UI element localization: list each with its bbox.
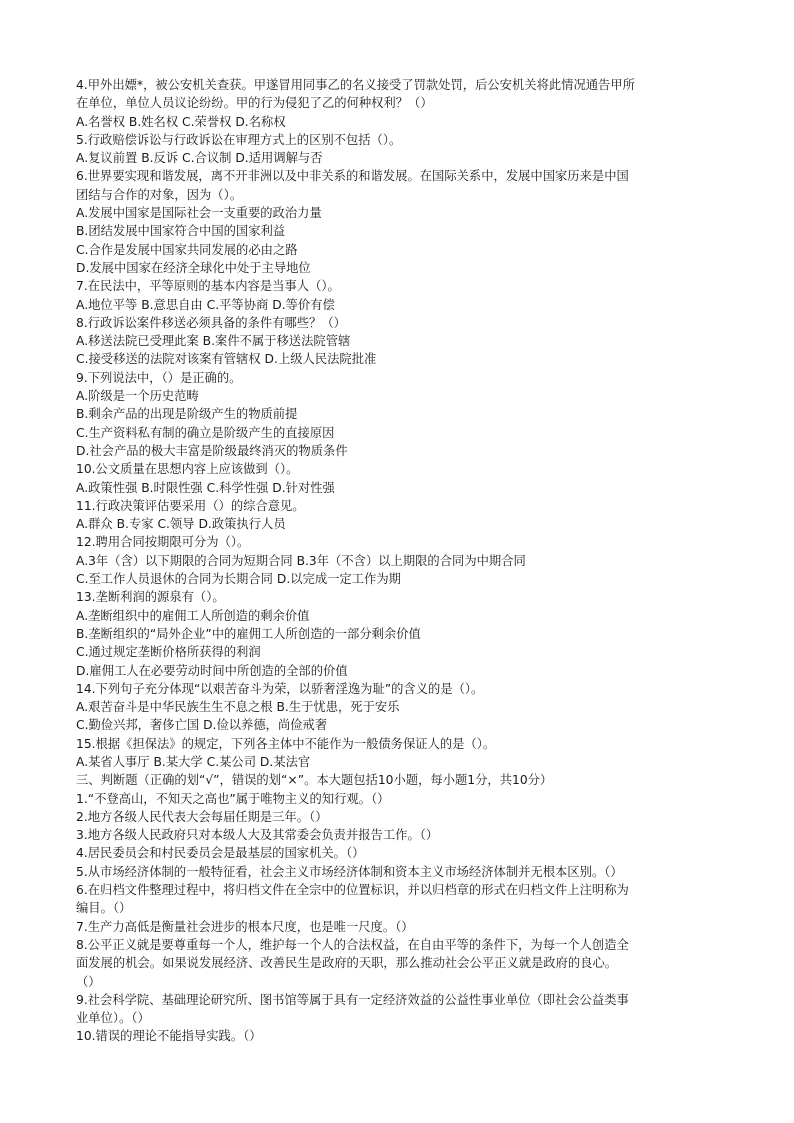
text-line: 2.地方各级人民代表大会每届任期是三年。（） <box>76 809 328 824</box>
text-line: A.地位平等 B.意思自由 C.平等协商 D.等价有偿 <box>76 297 335 312</box>
text-line: B.垄断组织的“局外企业”中的雇佣工人所创造的一部分剩余价值 <box>76 626 421 641</box>
text-line: C.接受移送的法院对该案有管辖权 D.上级人民法院批准 <box>76 352 377 367</box>
text-line: 在单位，单位人员议论纷纷。甲的行为侵犯了乙的何种权利？（） <box>76 96 433 111</box>
text-line: A.名誉权 B.姓名权 C.荣誉权 D.名称权 <box>76 114 286 129</box>
text-line: 1.“不登高山，不知天之高也”属于唯物主义的知行观。（） <box>76 791 390 806</box>
text-line: 6.世界要实现和谐发展，离不开非洲以及中非关系的和谐发展。在国际关系中，发展中国家历来是中国 <box>76 169 629 184</box>
text-line: D.雇佣工人在必要劳动时间中所创造的全部的价值 <box>76 663 348 678</box>
text-line: 8.行政诉讼案件移送必须具备的条件有哪些？（） <box>76 315 346 330</box>
text-line: C.通过规定垄断价格所获得的利润 <box>76 645 261 660</box>
text-line: 7.生产力高低是衡量社会进步的根本尺度，也是唯一尺度。（） <box>76 919 414 934</box>
text-line: C.生产资料私有制的确立是阶级产生的直接原因 <box>76 425 335 440</box>
text-line: A.发展中国家是国际社会一支重要的政治力量 <box>76 206 322 221</box>
text-line: B.剩余产品的出现是阶级产生的物质前提 <box>76 407 298 422</box>
text-line: 6.在归档文件整理过程中，将归档文件在全宗中的位置标识，并以归档章的形式在归档文件上注明称为 <box>76 883 629 898</box>
text-line: 3.地方各级人民政府只对本级人大及其常委会负责并报告工作。（） <box>76 828 439 843</box>
text-line: B.团结发展中国家符合中国的国家利益 <box>76 224 286 239</box>
text-line: A.群众 B.专家 C.领导 D.政策执行人员 <box>76 517 286 532</box>
text-line: C.合作是发展中国家共同发展的必由之路 <box>76 242 298 257</box>
text-line: 13.垄断利润的源泉有（）。 <box>76 590 225 605</box>
text-line: 7.在民法中，平等原则的基本内容是当事人（）。 <box>76 279 340 294</box>
text-line: 9.社会科学院、基础理论研究所、图书馆等属于具有一定经济效益的公益性事业单位（即社会公益类事 <box>76 992 629 1007</box>
text-line: 12.聘用合同按期限可分为（）。 <box>76 535 250 550</box>
exam-page <box>76 76 718 1046</box>
section-heading: 三、判断题（正确的划“√”，错误的划“×”。本大题包括10小题，每小题1分，共10分） <box>76 773 553 788</box>
text-line: A.某省人事厅 B.某大学 C.某公司 D.某法官 <box>76 754 311 769</box>
text-line: 10.公文质量在思想内容上应该做到（）。 <box>76 462 299 477</box>
text-line: C.勤俭兴邦，奢侈亡国 D.俭以养德，尚俭戒奢 <box>76 718 328 733</box>
text-line: 团结与合作的对象，因为（）。 <box>76 187 243 202</box>
text-line: 11.行政决策评估要采用（）的综合意见。 <box>76 498 305 513</box>
text-line: A.艰苦奋斗是中华民族生生不息之根 B.生于忧患，死于安乐 <box>76 700 400 715</box>
text-line: 10.错误的理论不能指导实践。（） <box>76 1029 262 1044</box>
text-line: A.3年（含）以下期限的合同为短期合同 B.3年（不含）以上期限的合同为中期合同 <box>76 553 526 568</box>
text-line: C.至工作人员退休的合同为长期合同 D.以完成一定工作为期 <box>76 572 401 587</box>
text-line: 5.从市场经济体制的一般特征看，社会主义市场经济体制和资本主义市场经济体制并无根本区别。（） <box>76 864 623 879</box>
text-line: A.垄断组织中的雇佣工人所创造的剩余价值 <box>76 608 310 623</box>
text-line: D.社会产品的极大丰富是阶级最终消灭的物质条件 <box>76 443 348 458</box>
text-line: 9.下列说法中，（）是正确的。 <box>76 370 242 385</box>
text-line: A.移送法院已受理此案 B.案件不属于移送法院管辖 <box>76 334 351 349</box>
text-line: （） <box>76 974 101 989</box>
text-line: 4.居民委员会和村民委员会是最基层的国家机关。（） <box>76 846 365 861</box>
text-line: 8.公平正义就是要尊重每一个人，维护每一个人的合法权益，在自由平等的条件下，为每一个人创造全 <box>76 937 629 952</box>
text-line: 15.根据《担保法》的规定，下列各主体中不能作为一般债务保证人的是（）。 <box>76 736 496 751</box>
text-line: 面发展的机会。如果说发展经济、改善民生是政府的天职，那么推动社会公平正义就是政府的良心。 <box>76 956 618 971</box>
text-line: 业单位）。（） <box>76 1011 150 1026</box>
text-line: A.政策性强 B.时限性强 C.科学性强 D.针对性强 <box>76 480 335 495</box>
text-line: A.复议前置 B.反诉 C.合议制 D.适用调解与否 <box>76 151 323 166</box>
text-line: 4.甲外出嫖*，被公安机关查获。甲遂冒用同事乙的名义接受了罚款处罚，后公安机关将此情况通告甲所 <box>76 78 635 92</box>
text-line: 编目。（） <box>76 901 132 916</box>
text-line: 5.行政赔偿诉讼与行政诉讼在审理方式上的区别不包括（）。 <box>76 132 402 147</box>
text-line: A.阶级是一个历史范畴 <box>76 389 199 404</box>
text-line: D.发展中国家在经济全球化中处于主导地位 <box>76 260 311 275</box>
text-line: 14.下列句子充分体现“以艰苦奋斗为荣，以骄奢淫逸为耻”的含义的是（）。 <box>76 681 484 696</box>
